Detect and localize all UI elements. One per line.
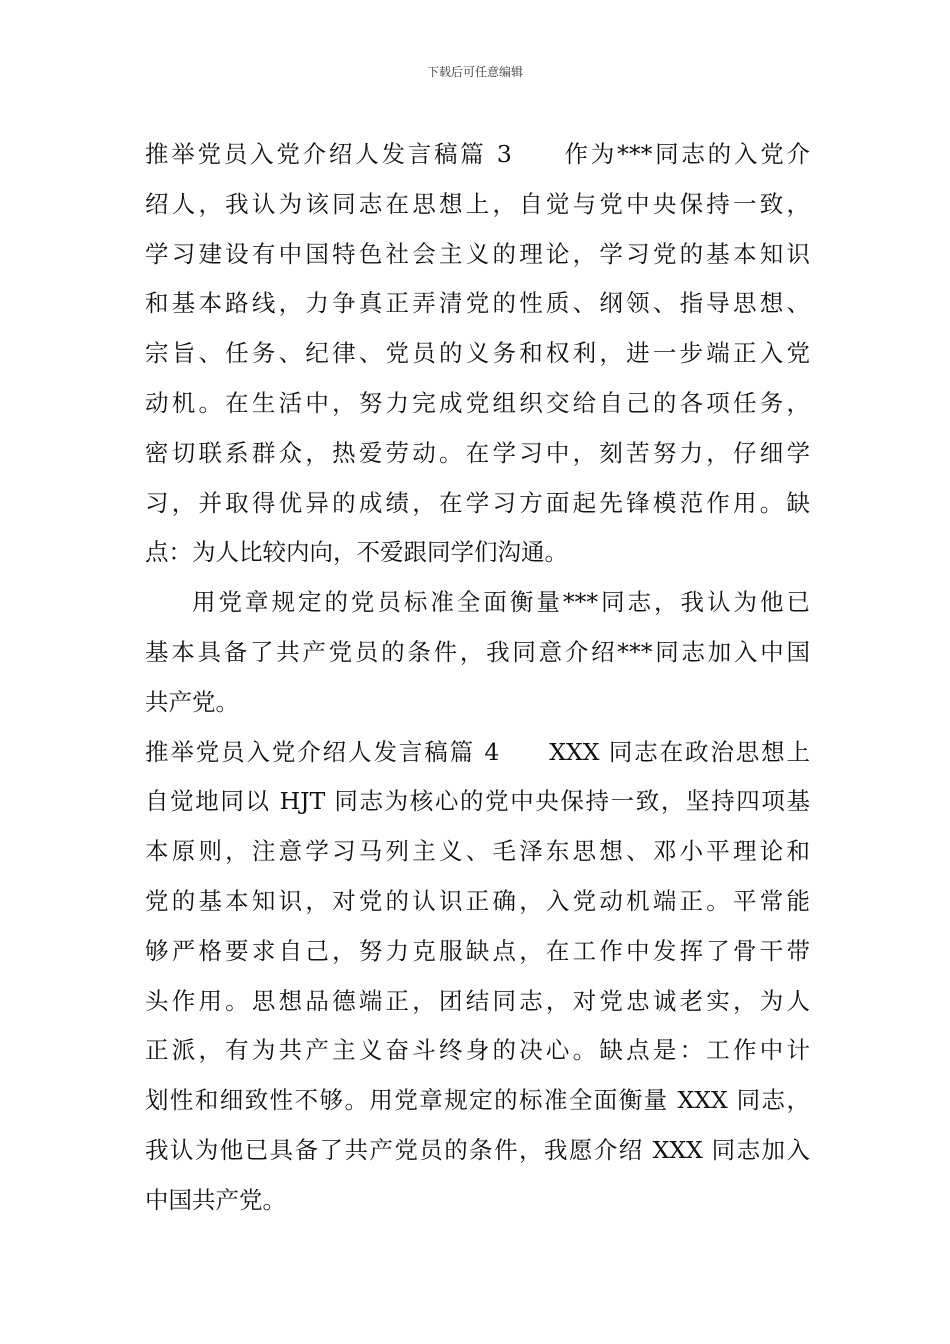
section-4-line-5: 够严格要求自己，努力克服缺点，在工作中发挥了骨干带 [145, 936, 810, 965]
section-3-title: 推举党员入党介绍人发言稿篇 3 [145, 140, 512, 168]
section-4-first-text: XXX 同志在政治思想上 [549, 737, 810, 766]
section-4-line-1 [145, 728, 810, 778]
section-3-line-4: 和基本路线，力争真正弄清党的性质、纲领、指导思想、 [145, 289, 810, 318]
section-4-line-2: 自觉地同以 HJT 同志为核心的党中央保持一致，坚持四项基 [145, 787, 810, 816]
document-body [145, 130, 810, 1226]
section-4-line-4: 党的基本知识，对党的认识正确，入党动机端正。平常能 [145, 886, 810, 915]
page-header-note: 下载后可任意编辑 [426, 65, 523, 79]
section-3-line-2: 绍人，我认为该同志在思想上，自觉与党中央保持一致， [145, 189, 810, 218]
paragraph-2-line-3: 共产党。 [145, 687, 239, 716]
section-4-title: 推举党员入党介绍人发言稿篇 4 [145, 737, 500, 766]
paragraph-2-line-1: 用党章规定的党员标准全面衡量***同志，我认为他已 [192, 588, 810, 617]
paragraph-2-line-2: 基本具备了共产党员的条件，我同意介绍***同志加入中国 [145, 637, 810, 666]
section-3-line-5: 宗旨、任务、纪律、党员的义务和权利，进一步端正入党 [145, 339, 810, 368]
section-4-line-8: 划性和细致性不够。用党章规定的标准全面衡量 XXX 同志， [145, 1086, 810, 1115]
section-3-line-8: 习，并取得优异的成绩，在学习方面起先锋模范作用。缺 [145, 488, 810, 517]
section-3-line-6: 动机。在生活中，努力完成党组织交给自己的各项任务， [145, 388, 810, 417]
section-4-line-3: 本原则，注意学习马列主义、毛泽东思想、邓小平理论和 [145, 837, 810, 866]
section-4-line-6: 头作用。思想品德端正，团结同志，对党忠诚老实，为人 [145, 986, 810, 1015]
section-3-line-7: 密切联系群众，热爱劳动。在学习中，刻苦努力，仔细学 [145, 438, 810, 467]
section-4-line-9: 我认为他已具备了共产党员的条件，我愿介绍 XXX 同志加入 [145, 1135, 810, 1164]
section-3-line-3: 学习建设有中国特色社会主义的理论，学习党的基本知识 [145, 239, 810, 268]
section-3-first-text: 作为***同志的入党介 [561, 140, 810, 168]
section-4-line-7: 正派，有为共产主义奋斗终身的决心。缺点是：工作中计 [145, 1036, 810, 1065]
section-3-line-9: 点：为人比较内向，不爱跟同学们沟通。 [145, 538, 568, 567]
section-4-line-10: 中国共产党。 [145, 1185, 286, 1214]
section-3-line-1 [145, 130, 810, 180]
